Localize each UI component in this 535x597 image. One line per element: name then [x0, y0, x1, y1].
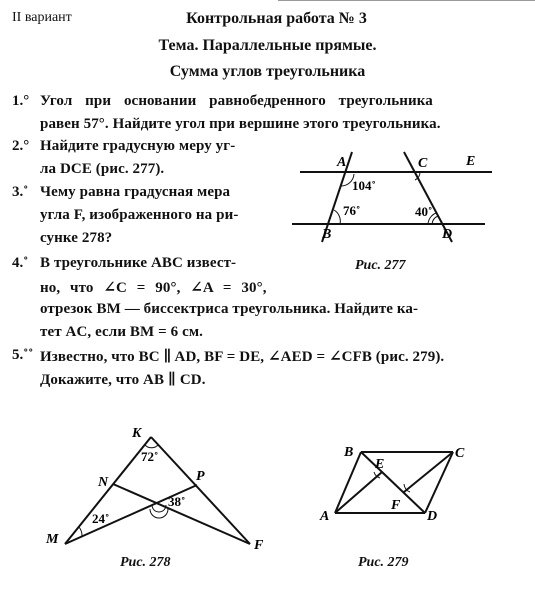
angle-label: 38˚	[168, 494, 186, 509]
point-label: C	[418, 156, 428, 171]
figure-caption: Рис. 277	[355, 258, 406, 273]
problem-text-line: Чему равна градусная мера	[40, 184, 231, 200]
variant-label: II вариант	[12, 10, 72, 25]
point-label: P	[196, 469, 205, 484]
problem-text-line: сунке 278?	[40, 230, 113, 246]
point-label: B	[344, 445, 354, 460]
point-label: N	[98, 475, 109, 490]
figure-caption: Рис. 278	[120, 555, 171, 570]
theme-heading: Тема. Параллельные прямые.	[158, 37, 377, 54]
problem-number: 5.˚˚	[12, 347, 34, 363]
problem-text-line: ла DCE (рис. 277).	[40, 161, 165, 177]
problem-text-line: Найдите градусную меру уг-	[40, 138, 236, 154]
point-label: F	[391, 498, 401, 513]
problem-text-line: равен 57°. Найдите угол при вершине этого треугольника.	[40, 116, 441, 132]
point-label: A	[320, 509, 330, 524]
problem-number: 2.°	[12, 138, 30, 154]
problem-text-line: В треугольнике ABC извест-	[40, 255, 237, 271]
figure-279	[310, 440, 480, 525]
angle-label: 76˚	[343, 203, 361, 218]
point-label: F	[254, 538, 264, 553]
problem-text-line: Докажите, что AB ∥ CD.	[40, 372, 206, 388]
angle-label: 40˚	[415, 204, 433, 219]
point-label: C	[455, 446, 465, 461]
problem-text-line: угла F, изображенного на ри-	[40, 207, 239, 223]
point-label: D	[442, 227, 453, 242]
figure-278	[40, 425, 275, 555]
problem-number: 3.˚	[12, 184, 29, 200]
point-label: D	[427, 509, 438, 524]
angle-label: 72˚	[141, 449, 159, 464]
problem-text-line: отрезок BM — биссектриса треугольника. Найдите ка-	[40, 301, 419, 317]
problem-text-line: тет AC, если BM = 6 см.	[40, 324, 204, 340]
subtitle-heading: Сумма углов треугольника	[169, 63, 366, 80]
page-title: Контрольная работа № 3	[186, 10, 367, 27]
top-rule	[278, 0, 535, 1]
problem-text-line: Угол при основании равнобедренного треугольника	[40, 93, 433, 109]
problem-number: 1.°	[12, 93, 30, 109]
point-label: M	[46, 532, 59, 547]
angle-label: 104˚	[352, 178, 376, 193]
figure-277	[280, 140, 495, 245]
point-label: A	[337, 155, 347, 170]
point-label: K	[132, 426, 142, 441]
problem-number: 4.˚	[12, 255, 29, 271]
figure-caption: Рис. 279	[358, 555, 409, 570]
point-label: B	[322, 227, 332, 242]
point-label: E	[466, 154, 476, 169]
angle-label: 24˚	[92, 511, 110, 526]
point-label: E	[375, 457, 385, 472]
problem-text-line: но, что ∠C = 90°, ∠A = 30°,	[40, 280, 267, 296]
problem-text-line: Известно, что BC ∥ AD, BF = DE, ∠AED = ∠CFB (рис. 279).	[40, 349, 445, 365]
